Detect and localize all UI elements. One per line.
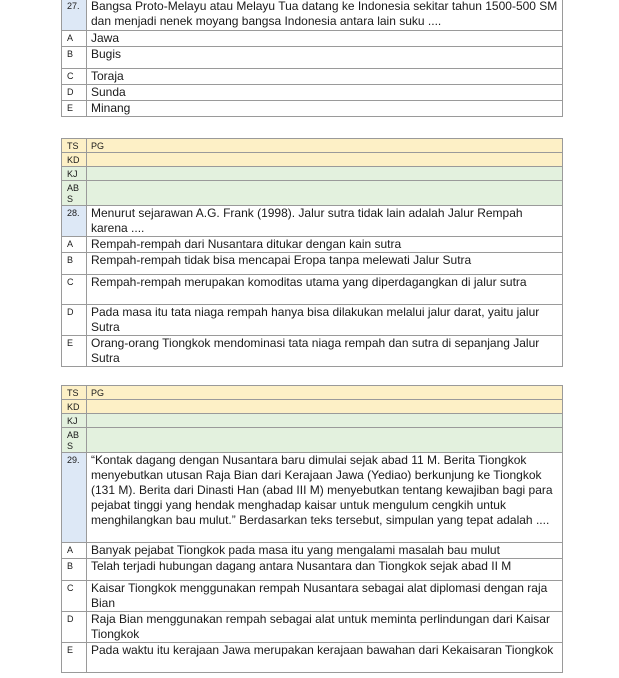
- question-text: Bangsa Proto-Melayu atau Melayu Tua datang ke Indonesia sekitar tahun 1500-500 SM dan menjadi nenek moyang bangsa Indonesia antara lain suku ....: [87, 0, 563, 31]
- option-row[interactable]: [62, 47, 563, 69]
- option-row[interactable]: [62, 305, 563, 336]
- question-number: 28.: [62, 206, 87, 237]
- option-text: Toraja: [87, 69, 563, 85]
- option-row[interactable]: [62, 612, 563, 643]
- abs-label: AB S: [62, 181, 87, 206]
- option-row[interactable]: [62, 336, 563, 367]
- kd-label: KD: [62, 153, 87, 167]
- option-row[interactable]: [62, 85, 563, 101]
- option-row[interactable]: [62, 543, 563, 559]
- option-letter: A: [62, 31, 87, 47]
- question-row: [62, 206, 563, 237]
- option-row[interactable]: [62, 559, 563, 581]
- option-text: Pada waktu itu kerajaan Jawa merupakan kerajaan bawahan dari Kekaisaran Tiongkok: [87, 643, 563, 673]
- ts-row: [62, 386, 563, 400]
- option-letter: E: [62, 101, 87, 117]
- kj-row: [62, 167, 563, 181]
- kj-value: [87, 414, 563, 428]
- option-row[interactable]: [62, 643, 563, 673]
- question-29-table: [61, 385, 563, 673]
- ts-value: PG: [87, 386, 563, 400]
- kd-value: [87, 400, 563, 414]
- question-number: 29.: [62, 453, 87, 543]
- option-row[interactable]: [62, 101, 563, 117]
- question-number: 27.: [62, 0, 87, 31]
- question-text: Menurut sejarawan A.G. Frank (1998). Jalur sutra tidak lain adalah Jalur Rempah karena ....: [87, 206, 563, 237]
- question-27-table: [61, 0, 563, 117]
- option-text: Rempah-rempah merupakan komoditas utama yang diperdagangkan di jalur sutra: [87, 275, 563, 305]
- kd-value: [87, 153, 563, 167]
- option-text: Pada masa itu tata niaga rempah hanya bisa dilakukan melalui jalur darat, yaitu jalur Sutra: [87, 305, 563, 336]
- option-text: Rempah-rempah dari Nusantara ditukar dengan kain sutra: [87, 237, 563, 253]
- option-letter: E: [62, 643, 87, 673]
- abs-row: [62, 181, 563, 206]
- option-row[interactable]: [62, 31, 563, 47]
- kd-label: KD: [62, 400, 87, 414]
- option-letter: A: [62, 543, 87, 559]
- option-row[interactable]: [62, 69, 563, 85]
- option-letter: D: [62, 612, 87, 643]
- option-letter: B: [62, 559, 87, 581]
- kj-value: [87, 167, 563, 181]
- option-letter: C: [62, 275, 87, 305]
- kj-label: KJ: [62, 167, 87, 181]
- option-text: Sunda: [87, 85, 563, 101]
- option-letter: E: [62, 336, 87, 367]
- kd-row: [62, 153, 563, 167]
- abs-label: AB S: [62, 428, 87, 453]
- ts-label: TS: [62, 139, 87, 153]
- option-letter: B: [62, 47, 87, 69]
- option-text: Rempah-rempah tidak bisa mencapai Eropa tanpa melewati Jalur Sutra: [87, 253, 563, 275]
- option-row[interactable]: [62, 275, 563, 305]
- kd-row: [62, 400, 563, 414]
- option-text: Jawa: [87, 31, 563, 47]
- abs-value: [87, 428, 563, 453]
- ts-row: [62, 139, 563, 153]
- question-28-table: [61, 138, 563, 367]
- question-row: [62, 0, 563, 31]
- option-letter: D: [62, 85, 87, 101]
- question-text: “Kontak dagang dengan Nusantara baru dimulai sejak abad 11 M. Berita Tiongkok menyebutkan utusan Raja Bian dari Kerajaan Jawa (Yediao) berkunjung ke Tiongkok (131 M). Berita dari Dinasti Han (abad III M) menyebutkan tentang kewajiban bagi para pejabat tinggi yang hendak menghadap kaisar untuk mengulum cengkih untuk menghilangkan bau mulut.” Berdasarkan teks tersebut, simpulan yang tepat adalah ....: [87, 453, 563, 543]
- option-text: Kaisar Tiongkok menggunakan rempah Nusantara sebagai alat diplomasi dengan raja Bian: [87, 581, 563, 612]
- option-text: Bugis: [87, 47, 563, 69]
- option-text: Orang-orang Tiongkok mendominasi tata niaga rempah dan sutra di sepanjang Jalur Sutra: [87, 336, 563, 367]
- option-letter: B: [62, 253, 87, 275]
- option-row[interactable]: [62, 253, 563, 275]
- option-row[interactable]: [62, 581, 563, 612]
- option-letter: C: [62, 69, 87, 85]
- option-letter: C: [62, 581, 87, 612]
- option-letter: D: [62, 305, 87, 336]
- option-text: Minang: [87, 101, 563, 117]
- option-letter: A: [62, 237, 87, 253]
- option-text: Raja Bian menggunakan rempah sebagai alat untuk meminta perlindungan dari Kaisar Tiongkok: [87, 612, 563, 643]
- option-text: Banyak pejabat Tiongkok pada masa itu yang mengalami masalah bau mulut: [87, 543, 563, 559]
- ts-value: PG: [87, 139, 563, 153]
- kj-row: [62, 414, 563, 428]
- abs-row: [62, 428, 563, 453]
- question-row: [62, 453, 563, 543]
- ts-label: TS: [62, 386, 87, 400]
- option-text: Telah terjadi hubungan dagang antara Nusantara dan Tiongkok sejak abad II M: [87, 559, 563, 581]
- abs-value: [87, 181, 563, 206]
- kj-label: KJ: [62, 414, 87, 428]
- option-row[interactable]: [62, 237, 563, 253]
